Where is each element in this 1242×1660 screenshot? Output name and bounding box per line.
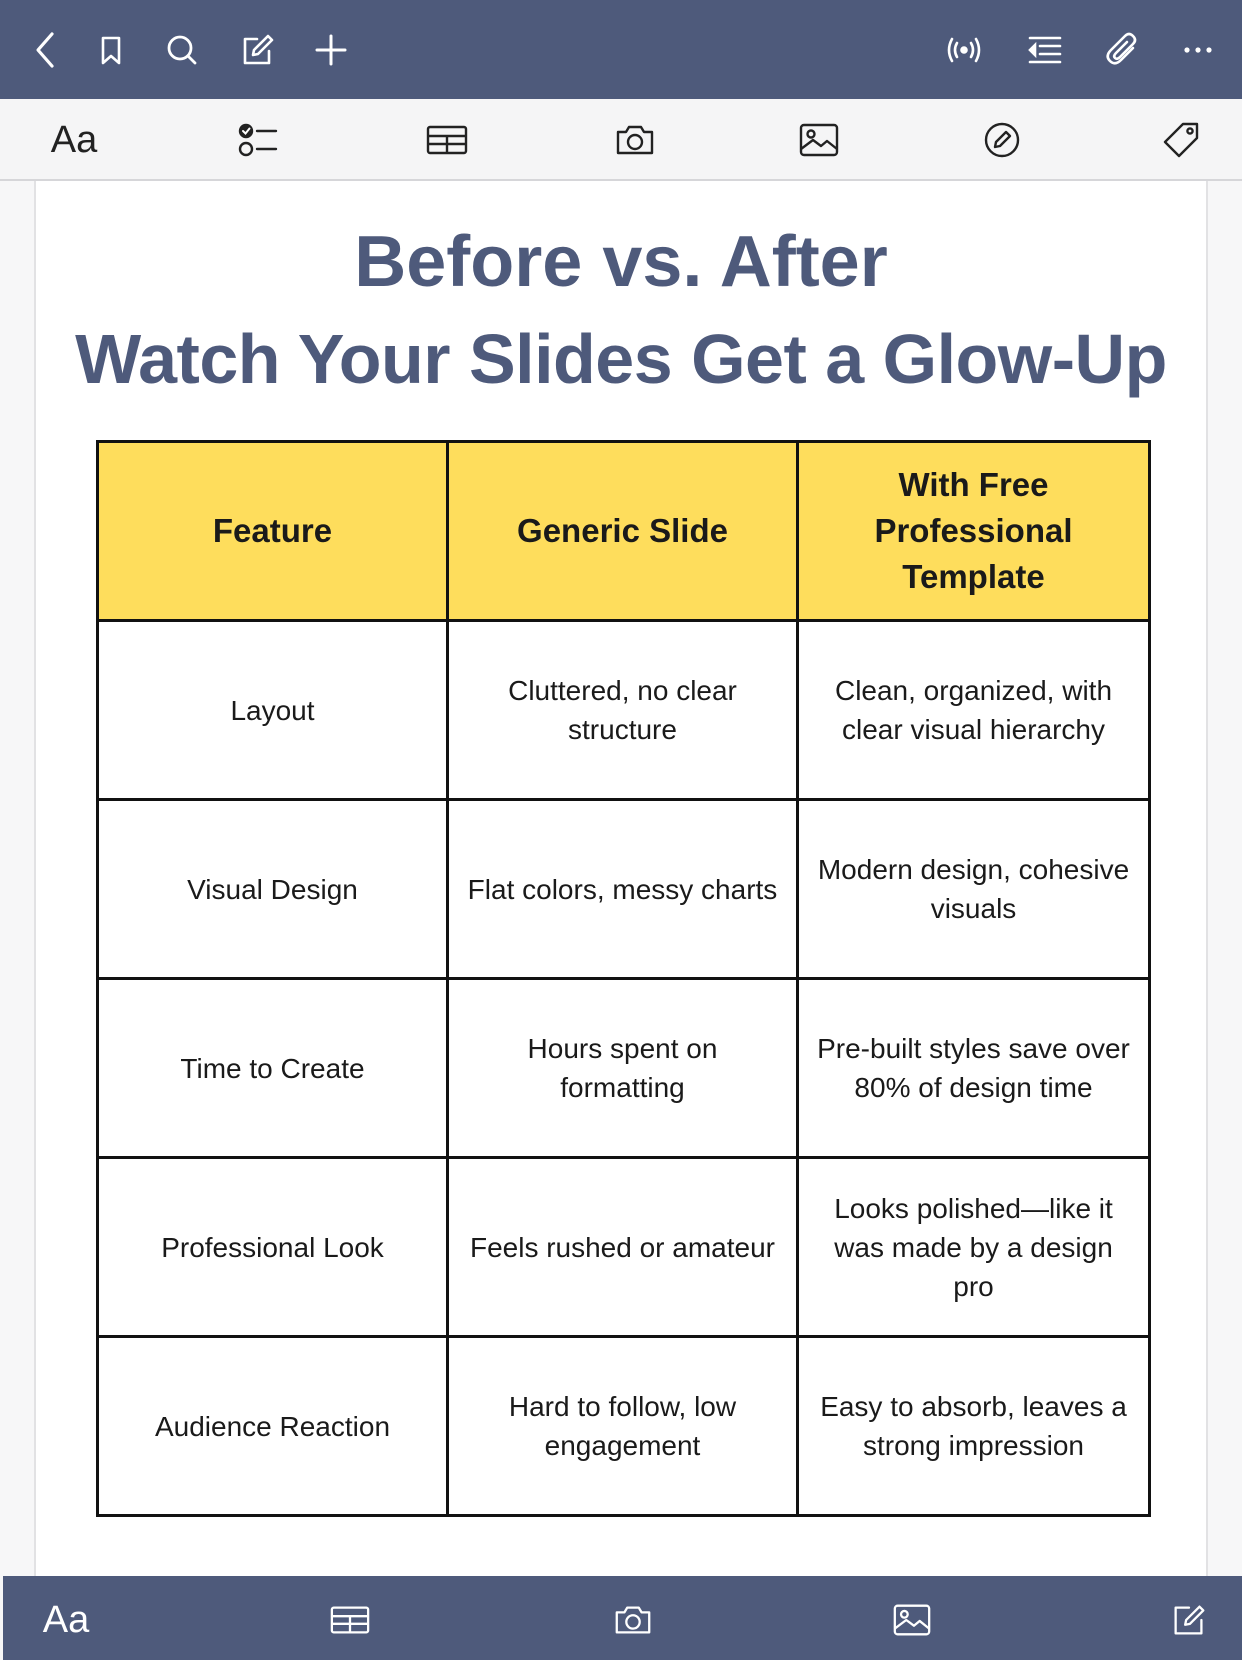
table-icon[interactable] bbox=[324, 1594, 376, 1646]
compose-icon[interactable] bbox=[1163, 1594, 1215, 1646]
live-broadcast-icon[interactable] bbox=[940, 26, 988, 74]
table-cell: Professional Look bbox=[98, 1158, 448, 1337]
search-icon[interactable] bbox=[158, 26, 206, 74]
bottom-toolbar bbox=[3, 1576, 1242, 1660]
table-cell: Layout bbox=[98, 621, 448, 800]
tag-icon[interactable] bbox=[1155, 114, 1207, 166]
table-cell: Audience Reaction bbox=[98, 1337, 448, 1516]
table-cell: Cluttered, no clear structure bbox=[448, 621, 798, 800]
table-row bbox=[98, 1158, 1150, 1337]
document-page bbox=[34, 181, 1208, 1576]
header-professional-template: With Free Professional Template bbox=[798, 442, 1150, 621]
table-row bbox=[98, 979, 1150, 1158]
table-row bbox=[98, 800, 1150, 979]
image-icon[interactable] bbox=[793, 114, 845, 166]
table-cell: Clean, organized, with clear visual hierarchy bbox=[798, 621, 1150, 800]
table-cell: Hard to follow, low engagement bbox=[448, 1337, 798, 1516]
text-style-label: Aa bbox=[50, 118, 98, 161]
attachment-icon[interactable] bbox=[1099, 26, 1147, 74]
top-toolbar bbox=[0, 0, 1242, 99]
outline-icon[interactable] bbox=[1021, 26, 1069, 74]
table-cell: Hours spent on formatting bbox=[448, 979, 798, 1158]
back-icon[interactable] bbox=[22, 26, 70, 74]
format-toolbar bbox=[0, 99, 1242, 181]
image-icon[interactable] bbox=[886, 1594, 938, 1646]
header-generic-slide: Generic Slide bbox=[448, 442, 798, 621]
header-feature: Feature bbox=[98, 442, 448, 621]
table-cell: Modern design, cohesive visuals bbox=[798, 800, 1150, 979]
table-cell: Easy to absorb, leaves a strong impression bbox=[798, 1337, 1150, 1516]
text-style-icon[interactable] bbox=[44, 114, 104, 166]
title-line-1: Before vs. After bbox=[354, 222, 888, 302]
title-line-2: Watch Your Slides Get a Glow-Up bbox=[75, 320, 1167, 398]
bookmark-icon[interactable] bbox=[87, 26, 135, 74]
text-style-label: Aa bbox=[42, 1598, 90, 1641]
table-header-row bbox=[98, 442, 1150, 621]
add-icon[interactable] bbox=[307, 26, 355, 74]
table-cell: Visual Design bbox=[98, 800, 448, 979]
camera-icon[interactable] bbox=[609, 114, 661, 166]
camera-icon[interactable] bbox=[607, 1594, 659, 1646]
table-row bbox=[98, 621, 1150, 800]
more-icon[interactable] bbox=[1174, 26, 1222, 74]
table-row bbox=[98, 1337, 1150, 1516]
comparison-table bbox=[96, 440, 1151, 1517]
compose-icon[interactable] bbox=[233, 26, 281, 74]
table-cell: Time to Create bbox=[98, 979, 448, 1158]
markup-icon[interactable] bbox=[976, 114, 1028, 166]
table-cell: Flat colors, messy charts bbox=[448, 800, 798, 979]
checklist-icon[interactable] bbox=[232, 114, 284, 166]
table-cell: Looks polished—like it was made by a design pro bbox=[798, 1158, 1150, 1337]
table-cell: Feels rushed or amateur bbox=[448, 1158, 798, 1337]
table-icon[interactable] bbox=[421, 114, 473, 166]
table-cell: Pre-built styles save over 80% of design time bbox=[798, 979, 1150, 1158]
text-style-icon[interactable] bbox=[36, 1594, 96, 1646]
